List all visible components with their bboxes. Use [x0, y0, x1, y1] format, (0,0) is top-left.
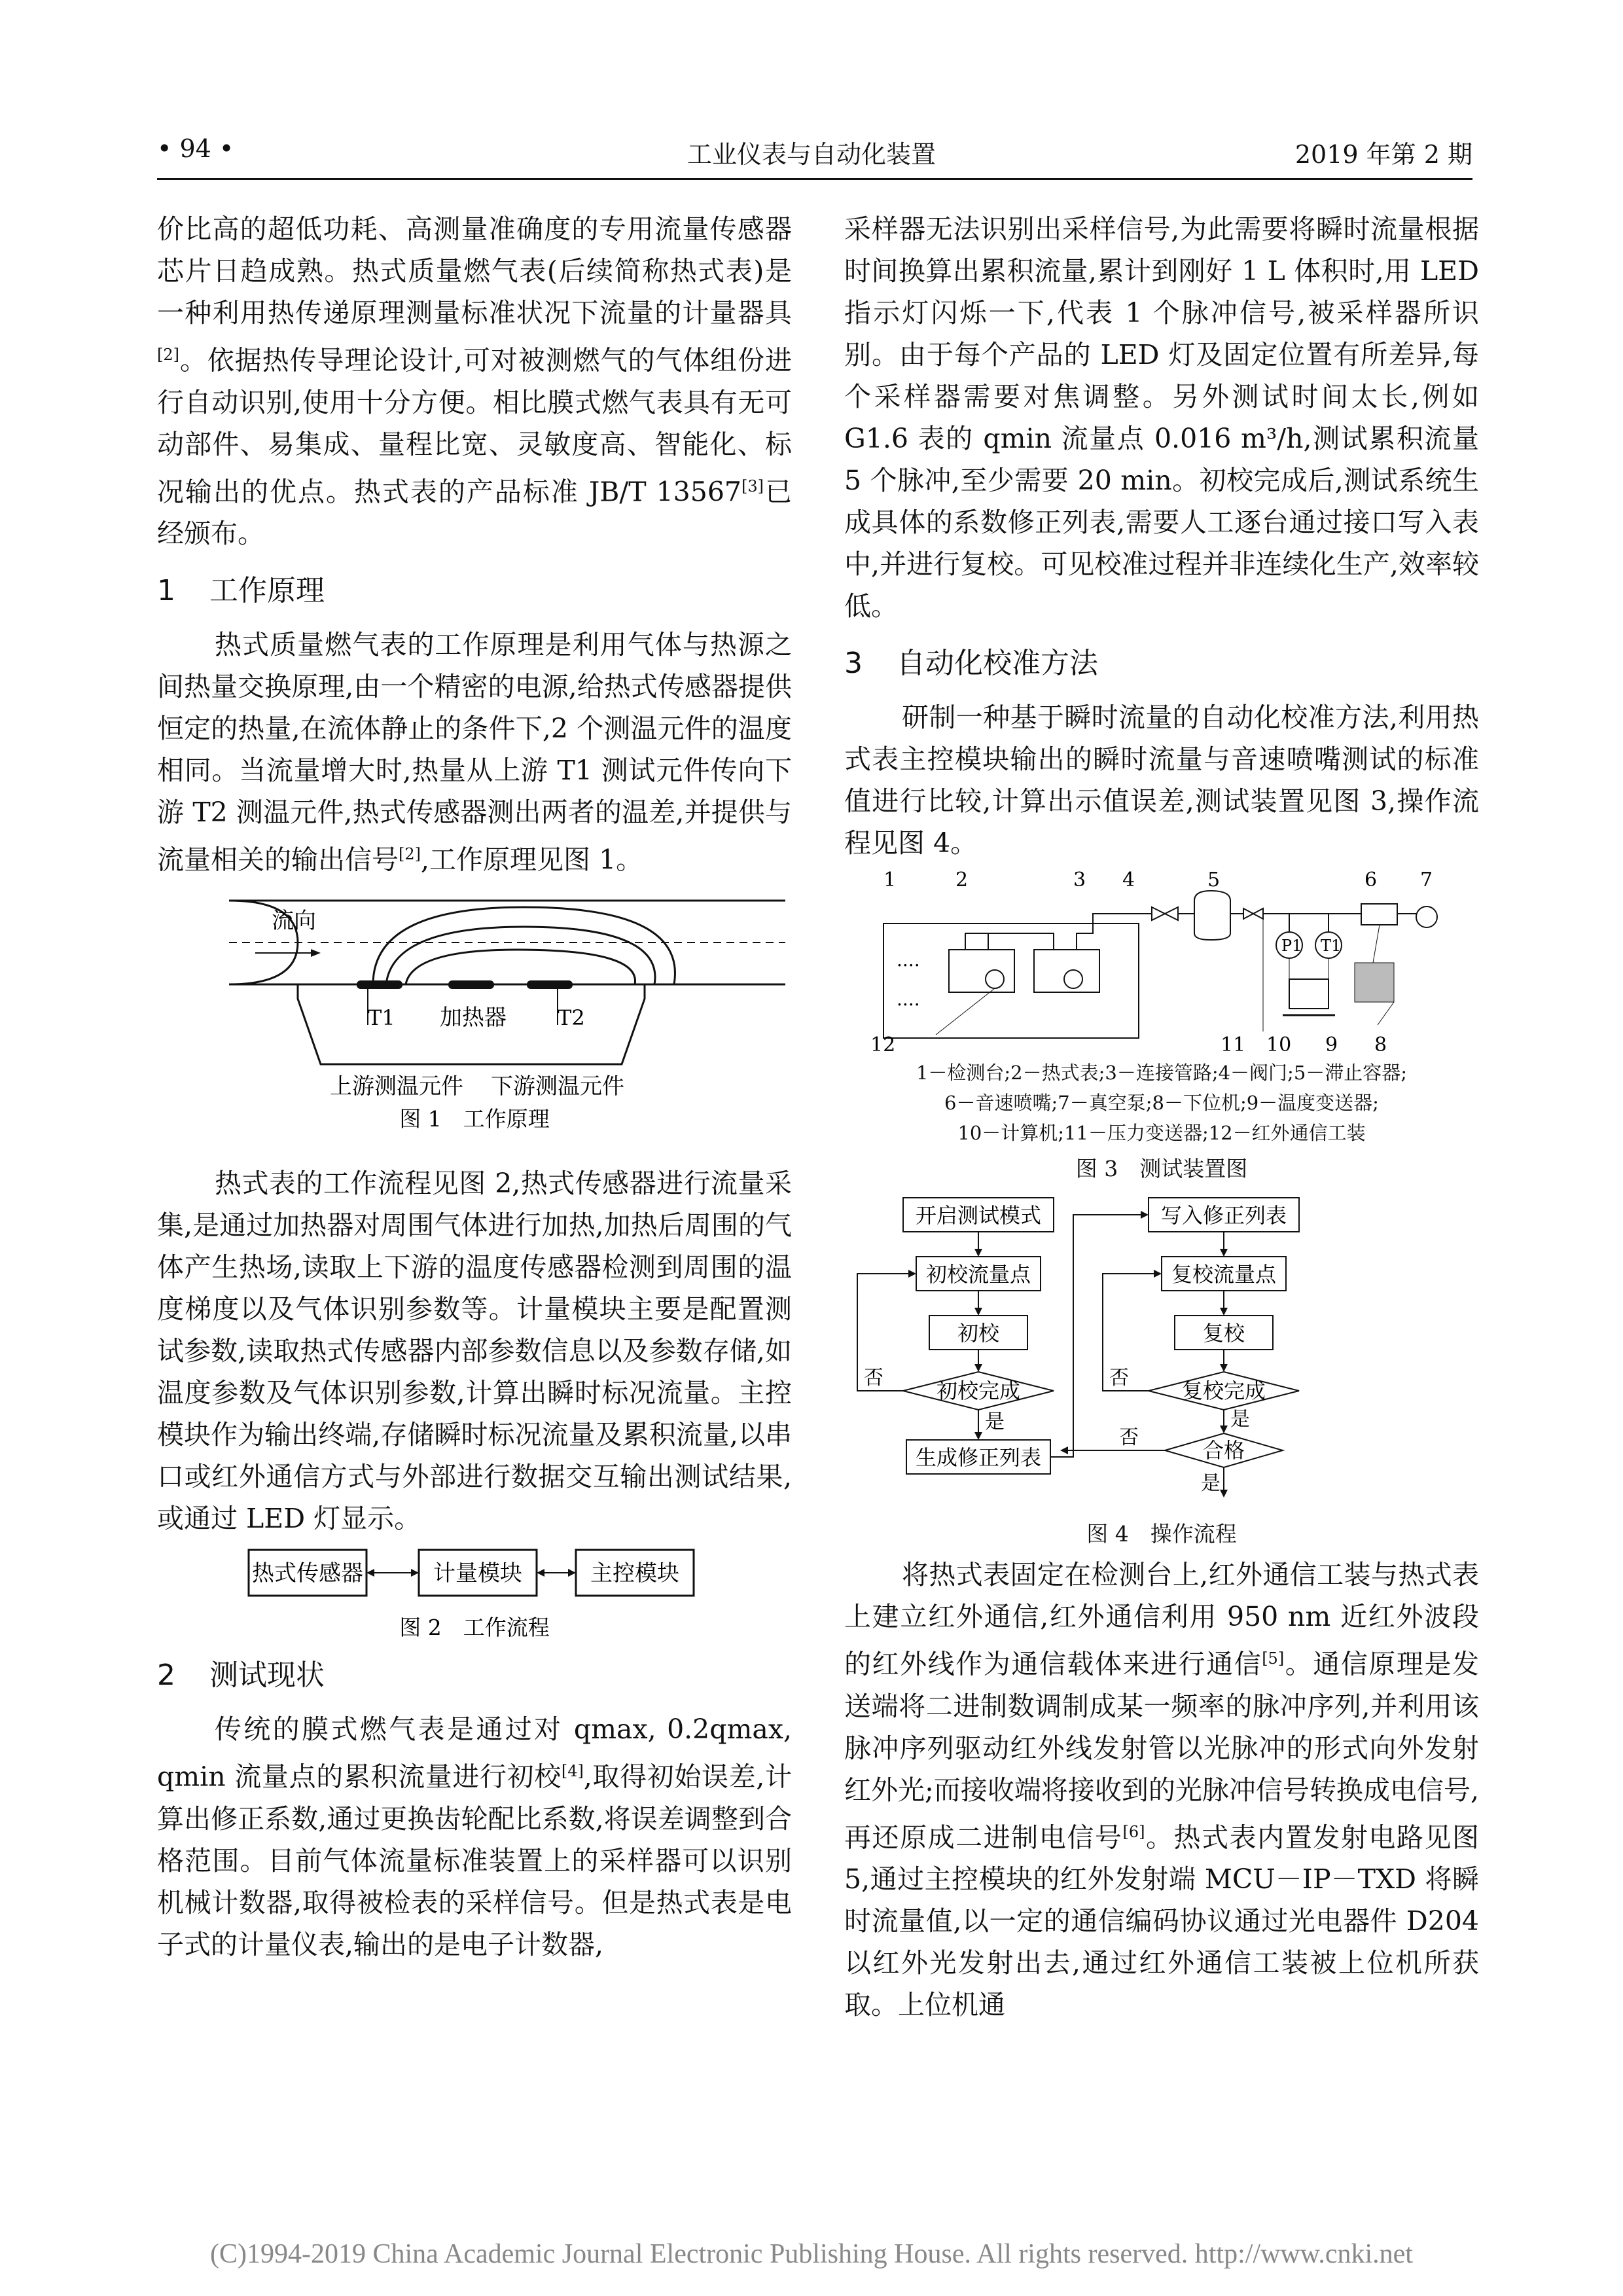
citation[interactable]: [2] [399, 845, 421, 864]
label-6: 6 [1364, 869, 1378, 891]
citation[interactable]: [2] [157, 346, 179, 364]
label-no-2: 否 [1109, 1367, 1129, 1390]
label-2: 2 [955, 869, 969, 891]
copyright-footer: (C)1994-2019 China Academic Journal Electronic Publishing House. All rights reserved. http://www.cnki.net [210, 2239, 1413, 2269]
figure-3-legend-3: 10－计算机;11－压力变送器;12－红外通信工装 [957, 1122, 1366, 1144]
decision-recheck-done-label: 复校完成 [1181, 1378, 1266, 1403]
label-yes-3: 是 [1201, 1472, 1221, 1495]
label-9: 9 [1325, 1033, 1338, 1056]
box-metering-label: 计量模块 [433, 1560, 522, 1587]
figure-4-drawing [844, 1191, 1479, 1518]
figure-3-caption: 图 3 测试装置图 [1075, 1156, 1248, 1181]
section-heading-2: 2 测试现状 [157, 1658, 325, 1692]
svg-text:....: .... [897, 988, 920, 1010]
label-heater: 加热器 [440, 1004, 507, 1031]
label-10: 10 [1266, 1033, 1292, 1056]
label-downstream: 下游测温元件 [491, 1073, 624, 1100]
label-yes-2: 是 [1230, 1408, 1250, 1431]
heater-element [448, 980, 494, 989]
figure-3-legend-1: 1－检测台;2－热式表;3－连接管路;4－阀门;5－滞止容器; [916, 1062, 1408, 1084]
label-12: 12 [870, 1033, 896, 1056]
citation[interactable]: [6] [1122, 1822, 1145, 1841]
test-bench [883, 924, 1139, 1038]
label-5: 5 [1207, 869, 1221, 891]
t2-element [527, 980, 573, 989]
flow-label: 流向 [272, 907, 316, 934]
paragraph-intro: 价比高的超低功耗、高测量准确度的专用流量传感器芯片日趋成熟。热式质量燃气表(后续简称热式表)是一种利用热传递原理测量标准状况下流量的计量器具[2]。依据热传导理论设计,可对被测燃气的气体组份进行自动识别,使用十分方便。相比膜式燃气表具有无可动部件、易集成、量程比宽、灵敏度高、智能化、标况输出的优点。热式表的产品标准 JB/T 13567[3]已经颁布。 [157, 213, 793, 550]
box-control-label: 主控模块 [590, 1560, 679, 1587]
figure-1 [157, 888, 792, 1162]
step-gen-table-label: 生成修正列表 [915, 1445, 1042, 1470]
label-no-1: 否 [864, 1367, 883, 1390]
label-7: 7 [1420, 869, 1433, 891]
journal-title: 工业仪表与自动化装置 [687, 140, 936, 169]
box-sensor-label: 热式传感器 [252, 1560, 363, 1587]
label-8: 8 [1374, 1033, 1387, 1056]
computer [1289, 979, 1329, 1009]
step-initial-cal-label: 初校 [957, 1321, 1000, 1346]
decision-qualified-label: 合格 [1202, 1438, 1245, 1463]
figure-4-caption: 图 4 操作流程 [1086, 1521, 1237, 1547]
stagnation-vessel [1194, 891, 1230, 940]
label-3: 3 [1073, 869, 1086, 891]
label-no-3: 否 [1119, 1426, 1139, 1449]
figure-1-caption: 图 1 工作原理 [399, 1105, 550, 1132]
label-t1: T1 [368, 1005, 395, 1030]
figure-3-drawing [844, 868, 1479, 1058]
label-t1-sensor: T1 [1321, 937, 1342, 955]
label-11: 11 [1221, 1033, 1246, 1056]
lower-computer [1355, 963, 1394, 1002]
label-t2: T2 [558, 1005, 585, 1030]
step-start-test-label: 开启测试模式 [915, 1203, 1042, 1228]
citation[interactable]: [4] [561, 1761, 584, 1780]
label-1: 1 [883, 869, 897, 891]
figure-2 [157, 1543, 792, 1648]
paragraph-method: 研制一种基于瞬时流量的自动化校准方法,利用热式表主控模块输出的瞬时流量与音速喷嘴测试的标准值进行比较,计算出示值误差,测试装置见图 3,操作流程见图 4。 [844, 702, 1479, 859]
header-rule [157, 178, 1472, 180]
label-4: 4 [1122, 869, 1135, 891]
figure-3-legend-2: 6－音速喷嘴;7－真空泵;8－下位机;9－温度变送器; [944, 1092, 1379, 1114]
figure-1-drawing [157, 888, 792, 1162]
section-heading-1: 1 工作原理 [157, 574, 325, 608]
label-upstream: 上游测温元件 [330, 1073, 463, 1100]
section-heading-3: 3 自动化校准方法 [844, 647, 1098, 680]
vacuum-pump [1416, 906, 1437, 927]
paragraph-infrared: 将热式表固定在检测台上,红外通信工装与热式表上建立红外通信,红外通信利用 950 nm 近红外波段的红外线作为通信载体来进行通信[5]。通信原理是发送端将二进制数调制成某一频率的脉冲序列,并利用该脉冲序列驱动红外线发射管以光脉冲的形式向外发射红外光;而接收端将接收到的光脉冲信号转换成电信号,再还原成二进制电信号[6]。热式表内置发射电路见图 5,通过主控模块的红外发射端 MCU－IP－TXD 将瞬时流量值,以一定的通信编码协议通过光电器件 D204 以红外光发射出去,通过红外通信工装被上位机所获取。上位机通 [844, 1559, 1480, 2021]
paragraph-status: 传统的膜式燃气表是通过对 qmax, 0.2qmax, qmin 流量点的累积流量进行初校[4],取得初始误差,计算出修正系数,通过更换齿轮配比系数,将误差调整到合格范围。目前气体流量标准装置上的采样器可以识别机械计数器,取得被检表的采样信号。但是热式表是电子式的计量仪表,输出的是电子计数器, [157, 1713, 792, 1960]
t1-element [357, 980, 402, 989]
step-recheck-label: 复校 [1202, 1321, 1245, 1346]
page-number: • 94 • [157, 134, 234, 163]
page-header [157, 134, 1472, 173]
valve-4 [1152, 907, 1165, 920]
left-column [157, 208, 792, 1965]
figure-4 [844, 1191, 1479, 1518]
decision-initial-done-label: 初校完成 [936, 1378, 1021, 1403]
issue-label: 2019 年第 2 期 [1294, 140, 1472, 169]
citation[interactable]: [3] [741, 476, 764, 495]
figure-2-caption: 图 2 工作流程 [399, 1614, 550, 1640]
label-p1: P1 [1281, 937, 1302, 955]
paragraph-status-cont: 采样器无法识别出采样信号,为此需要将瞬时流量根据时间换算出累积流量,累计到刚好 1 L 体积时,用 LED 指示灯闪烁一下,代表 1 个脉冲信号,被采样器所识别。由于每个产品的 LED 灯及固定位置有所差异,每个采样器需要对焦调整。另外测试时间太长,例如 G1.6 表的 qmin 流量点 0.016 m³/h,测试累积流量 5 个脉冲,至少需要 20 min。初校完成后,测试系统生成具体的系数修正列表,需要人工逐台通过接口写入表中,并进行复校。可见校准过程并非连续化生产,效率较低。 [844, 213, 1479, 622]
step-write-table-label: 写入修正列表 [1160, 1203, 1287, 1228]
paragraph-workflow: 热式表的工作流程见图 2,热式传感器进行流量采集,是通过加热器对周围气体进行加热,加热后周围的气体产生热场,读取上下游的温度传感器检测到周围的温度梯度以及气体识别参数等。计量模块主要是配置测试参数,读取热式传感器内部参数信息以及参数存储,如温度参数及气体识别参数,计算出瞬时标况流量。主控模块作为输出终端,存储瞬时标况流量及累积流量,以串口或红外通信方式与外部进行数据交互输出测试结果,或通过 LED 灯显示。 [157, 1167, 792, 1534]
step-initial-point-label: 初校流量点 [925, 1262, 1031, 1287]
paragraph-principle: 热式质量燃气表的工作原理是利用气体与热源之间热量交换原理,由一个精密的电源,给热式传感器提供恒定的热量,在流体静止的条件下,2 个测温元件的温度相同。当流量增大时,热量从上游 T1 测试元件传向下游 T2 测温元件,热式传感器测出两者的温差,并提供与流量相关的输出信号[2],工作原理见图 1。 [157, 629, 792, 876]
step-recheck-point-label: 复校流量点 [1171, 1262, 1277, 1287]
label-yes-1: 是 [985, 1410, 1005, 1433]
svg-text:....: .... [897, 949, 920, 971]
figure-2-drawing [157, 1543, 792, 1648]
right-column [844, 208, 1479, 2026]
sonic-nozzle [1361, 904, 1397, 925]
figure-3 [844, 868, 1479, 1058]
thermal-meter-1 [949, 950, 1014, 992]
citation[interactable]: [5] [1262, 1649, 1285, 1668]
